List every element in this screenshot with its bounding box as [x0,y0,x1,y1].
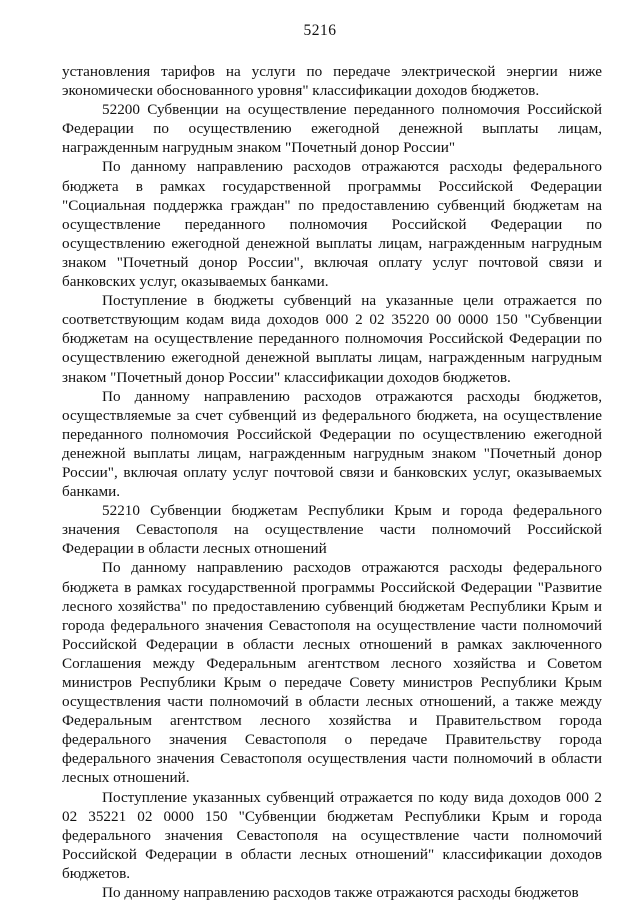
paragraph: По данному направлению расходов отражаются расходы бюджетов, осуществляемые за счет субвенций из федерального бюджета, на осуществление переданного полномочия Российской Федерации по осуществлению ежегодной денежной выплаты лицам, награжденным нагрудным знаком "Почетный донор России", включая оплату услуг почтовой связи и банковских услуг, оказываемых банками. [62,387,602,501]
paragraph-truncated: По данному направлению расходов также отражаются расходы бюджетов [102,884,579,902]
paragraph: По данному направлению расходов отражаются расходы федерального бюджета в рамках государственной программы Российской Федерации "Развитие лесного хозяйства" по предоставлению субвенций бюджетам Республики Крым и города федерального значения Севастополя на осуществление части полномочий Российской Федерации в области лесных отношений в рамках заключенного Соглашения между Федеральным агентством лесного хозяйства и Советом министров Республики Крым о передаче Совету министров Республики Крым осуществления части полномочий в области лесных отношений, а также между Федеральным агентством лесного хозяйства и Правительством города федерального значения Севастополя о передаче Правительству города федерального значения Севастополя осуществления части полномочий в области лесных отношений. [62,559,602,787]
section-heading-52200: 52200 Субвенции на осуществление переданного полномочия Российской Федерации по осуществлению ежегодной денежной выплаты лицам, награжденным нагрудным знаком "Почетный донор России" [62,101,602,157]
section-heading-52210: 52210 Субвенции бюджетам Республики Крым и города федерального значения Севастополя на осуществление части полномочий Российской Федерации в области лесных отношений [62,502,602,558]
paragraph: По данному направлению расходов отражаются расходы федерального бюджета в рамках государственной программы Российской Федерации "Социальная поддержка граждан" по предоставлению субвенций бюджетам на осуществление переданного полномочия Российской Федерации по осуществлению ежегодной денежной выплаты лицам, награжденным нагрудным знаком "Почетный донор России", включая оплату услуг почтовой связи и банковских услуг, оказываемых банками. [62,158,602,291]
page-number: 5216 [303,22,337,39]
paragraph: Поступление в бюджеты субвенций на указанные цели отражается по соответствующим кодам вида доходов 000 2 02 35220 00 0000 150 "Субвенции бюджетам на осуществление переданного полномочия Российской Федерации по осуществлению ежегодной денежной выплаты лицам, награжденным нагрудным знаком "Почетный донор России" классификации доходов бюджетов. [62,292,602,386]
document-body [62,62,602,902]
paragraph-continuation: установления тарифов на услуги по передаче электрической энергии ниже экономически обоснованного уровня" классификации доходов бюджетов. [62,63,602,100]
paragraph: Поступление указанных субвенций отражается по коду вида доходов 000 2 02 35221 02 0000 150 "Субвенции бюджетам Республики Крым и города федерального значения Севастополя на осуществление части полномочий Российской Федерации в области лесных отношений" классификации доходов бюджетов. [62,788,602,882]
